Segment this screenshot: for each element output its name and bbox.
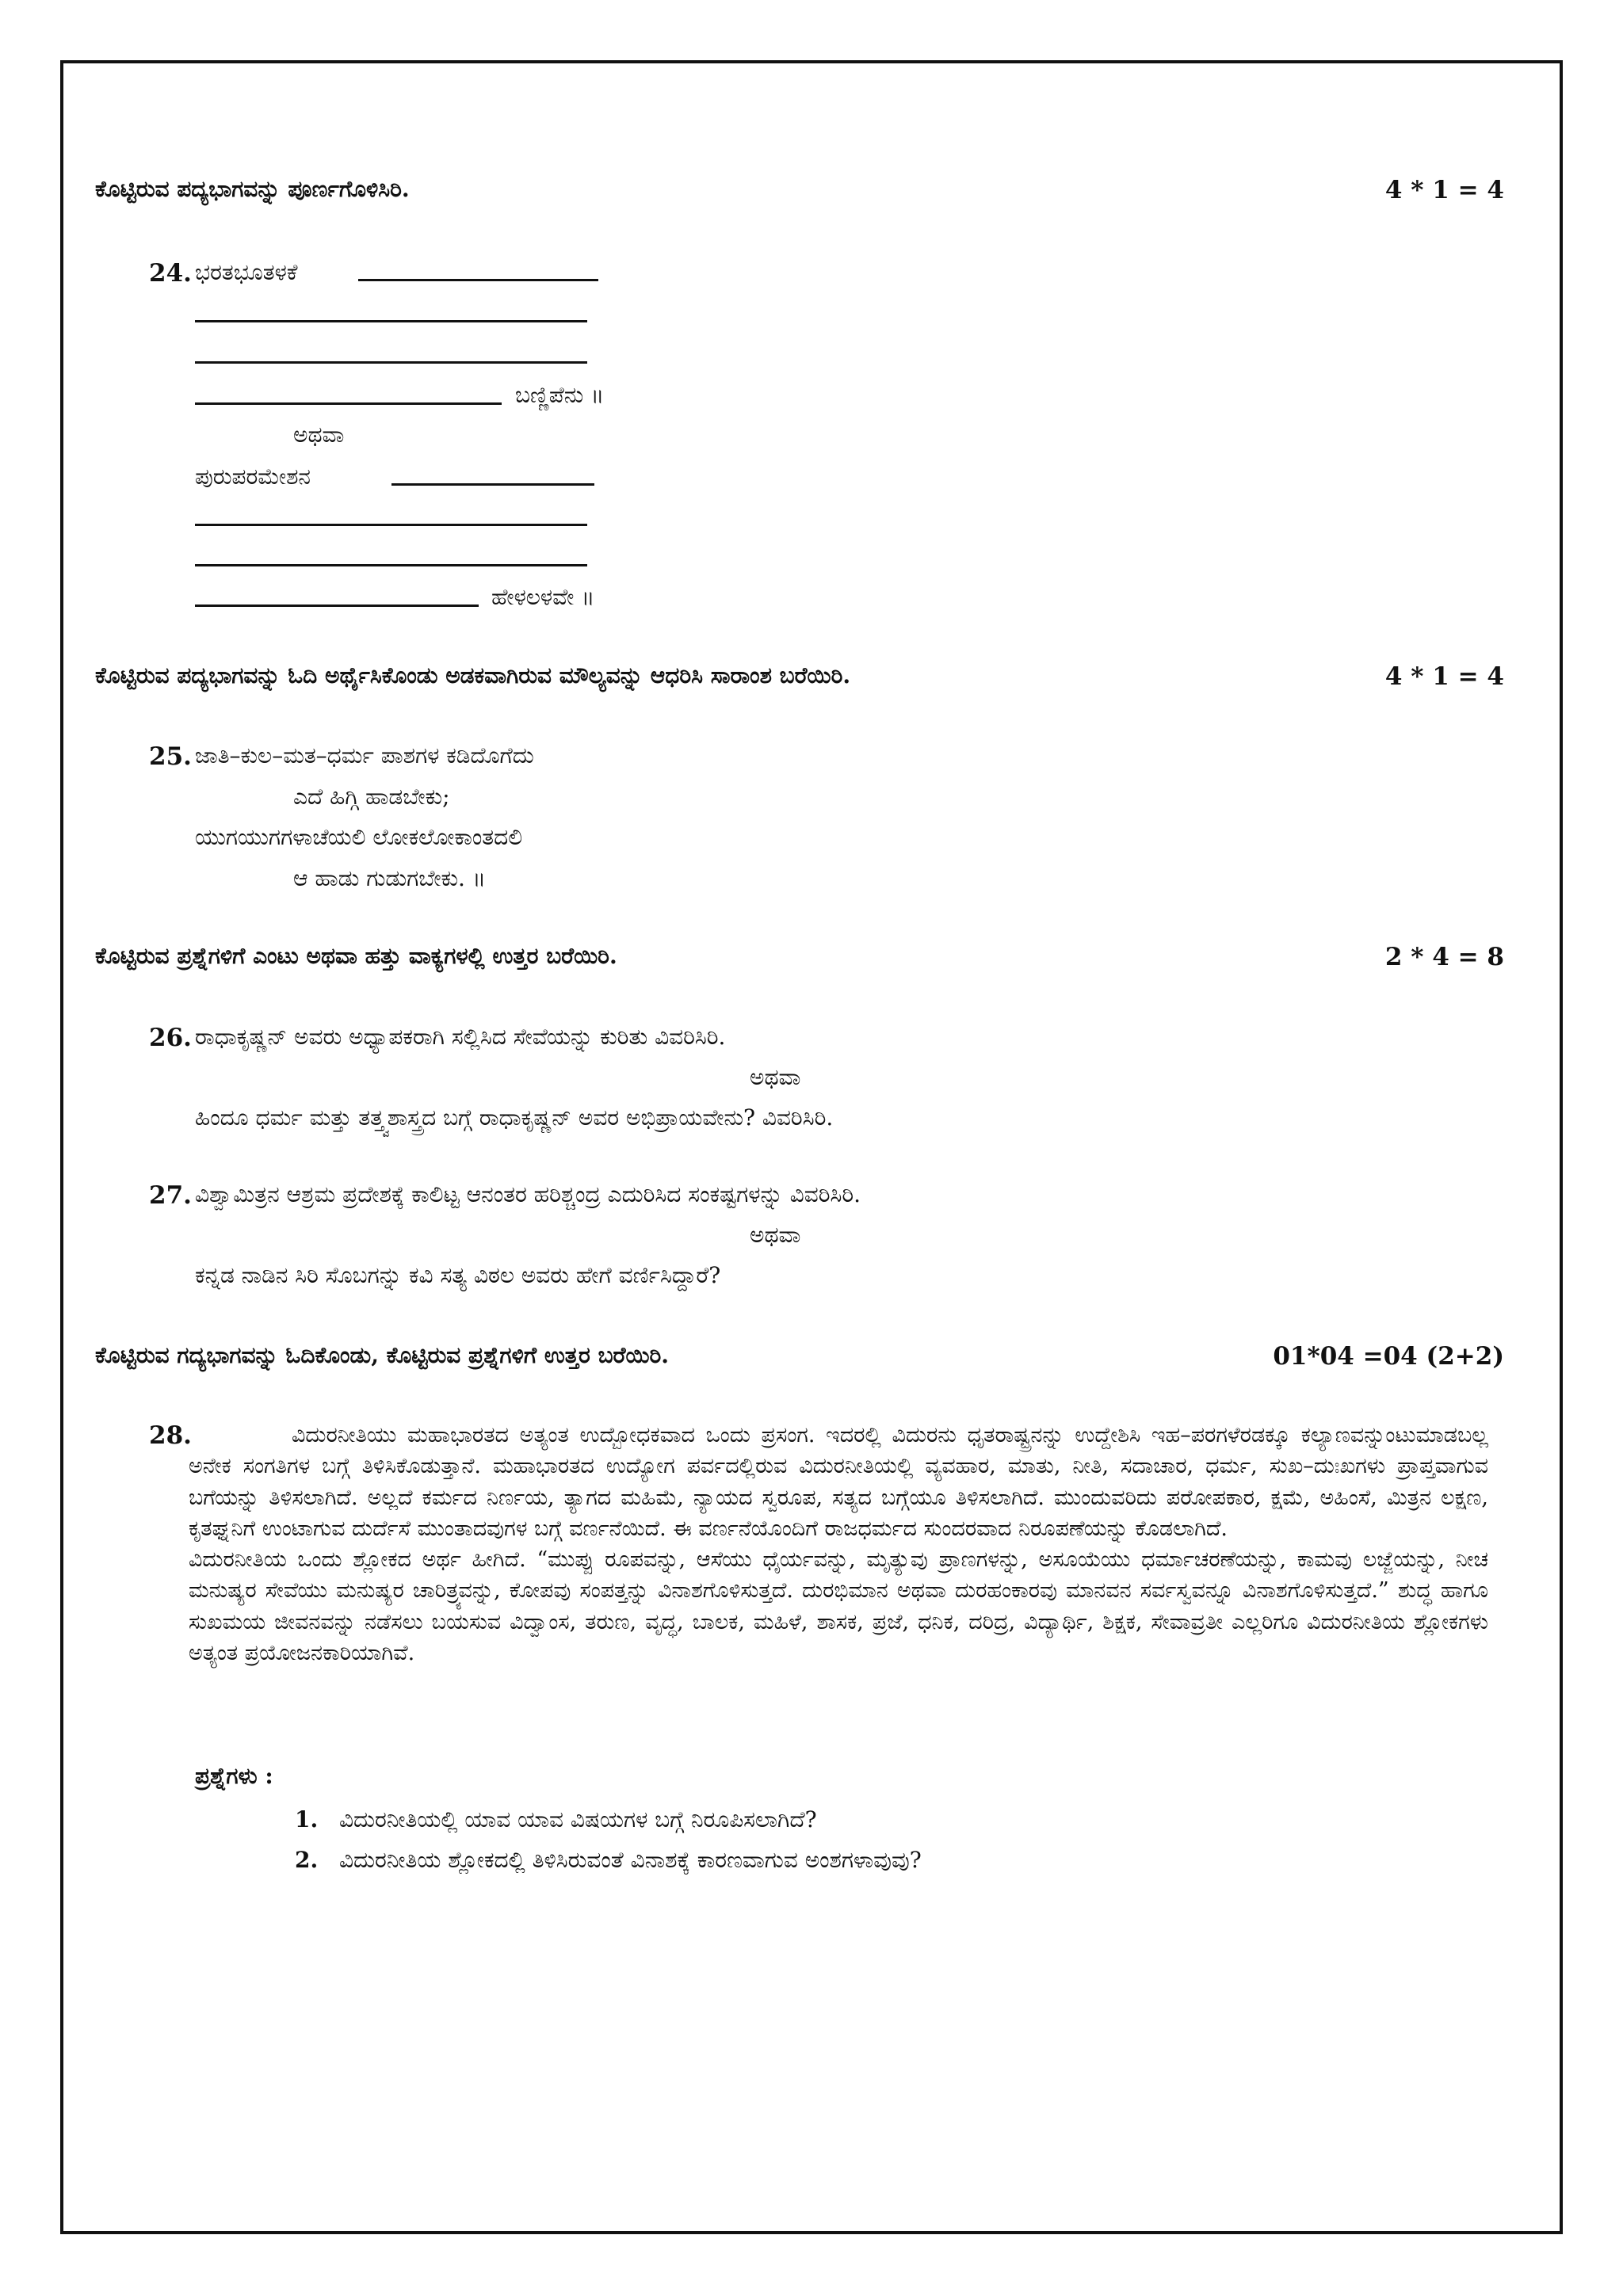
question-number-27: 27. <box>149 1181 192 1210</box>
answer-blank <box>195 605 479 607</box>
answer-blank <box>391 483 594 486</box>
instruction-long-answer: ಕೊಟ್ಟಿರುವ ಪ್ರಶ್ನೆಗಳಿಗೆ ಎಂಟು ಅಥವಾ ಹತ್ತು ವಾಕ್ಯಗಳಲ್ಲಿ ಉತ್ತರ ಬರೆಯಿರಿ. <box>95 943 617 969</box>
q24-first-line: ಭರತಭೂತಳಕೆ <box>195 259 298 285</box>
question-number-24: 24. <box>149 259 192 288</box>
answer-blank <box>358 279 598 281</box>
answer-blank <box>195 564 587 566</box>
q24-or: ಅಥವಾ <box>293 421 345 448</box>
answer-blank <box>195 402 502 405</box>
answer-blank <box>195 361 587 364</box>
q27-or: ಅಥವಾ <box>750 1222 801 1248</box>
prose-passage <box>189 1420 1488 1669</box>
marks-prose: 01*04 =04 (2+2) <box>1273 1342 1504 1371</box>
poem-line: ಆ ಹಾಡು ಗುಡುಗಬೇಕು. ॥ <box>293 865 486 891</box>
q24-alt-last-line-end: ಹೇಳಲಳವೇ ॥ <box>491 584 595 610</box>
question-number-28: 28. <box>149 1421 192 1450</box>
marks-poem-summary: 4 * 1 = 4 <box>1384 662 1504 691</box>
sub-question: ವಿದುರನೀತಿಯಲ್ಲಿ ಯಾವ ಯಾವ ವಿಷಯಗಳ ಬಗ್ಗೆ ನಿರೂಪಿಸಲಾಗಿದೆ? <box>339 1806 817 1833</box>
q24-last-line-end: ಬಣ್ಣಿಪೆನು ॥ <box>515 382 605 408</box>
answer-blank <box>195 524 587 526</box>
q27-question: ವಿಶ್ವಾಮಿತ್ರನ ಆಶ್ರಮ ಪ್ರದೇಶಕ್ಕೆ ಕಾಲಿಟ್ಟ ಆನಂತರ ಹರಿಶ್ಚಂದ್ರ ಎದುರಿಸಿದ ಸಂಕಷ್ಟಗಳನ್ನು ವಿವರಿಸಿರಿ. <box>195 1181 861 1207</box>
instruction-poem-summary: ಕೊಟ್ಟಿರುವ ಪದ್ಯಭಾಗವನ್ನು ಓದಿ ಅರ್ಥೈಸಿಕೊಂಡು ಅಡಕವಾಗಿರುವ ಮೌಲ್ಯವನ್ನು ಆಧರಿಸಿ ಸಾರಾಂಶ ಬರೆಯಿರಿ. <box>95 662 851 688</box>
instruction-prose: ಕೊಟ್ಟಿರುವ ಗದ್ಯಭಾಗವನ್ನು ಓದಿಕೊಂಡು, ಕೊಟ್ಟಿರುವ ಪ್ರಶ್ನೆಗಳಿಗೆ ಉತ್ತರ ಬರೆಯಿರಿ. <box>95 1342 670 1368</box>
answer-blank <box>195 320 587 322</box>
sub-question-number: 2. <box>295 1847 319 1873</box>
q26-or: ಅಥವಾ <box>750 1064 801 1090</box>
question-number-25: 25. <box>149 742 192 771</box>
page-border <box>60 60 1563 2234</box>
question-number-26: 26. <box>149 1024 192 1052</box>
poem-line: ಯುಗಯುಗಗಳಾಚೆಯಲಿ ಲೋಕಲೋಕಾಂತದಲಿ <box>195 824 523 850</box>
questions-label: ಪ್ರಶ್ನೆಗಳು : <box>195 1763 273 1789</box>
q26-alt-question: ಹಿಂದೂ ಧರ್ಮ ಮತ್ತು ತತ್ತ್ವಶಾಸ್ತ್ರದ ಬಗ್ಗೆ ರಾಧಾಕೃಷ್ಣನ್ ಅವರ ಅಭಿಪ್ರಾಯವೇನು? ವಿವರಿಸಿರಿ. <box>195 1104 834 1131</box>
marks-long-answer: 2 * 4 = 8 <box>1384 943 1504 971</box>
q24-alt-first-line: ಪುರುಪರಮೇಶನ <box>195 463 311 490</box>
q27-alt-question: ಕನ್ನಡ ನಾಡಿನ ಸಿರಿ ಸೊಬಗನ್ನು ಕವಿ ಸತ್ಯ ವಿಠಲ ಅವರು ಹೇಗೆ ವರ್ಣಿಸಿದ್ದಾರೆ? <box>195 1262 721 1288</box>
instruction-complete-poem: ಕೊಟ್ಟಿರುವ ಪದ್ಯಭಾಗವನ್ನು ಪೂರ್ಣಗೊಳಿಸಿರಿ. <box>95 176 410 202</box>
sub-question: ವಿದುರನೀತಿಯ ಶ್ಲೋಕದಲ್ಲಿ ತಿಳಿಸಿರುವಂತೆ ವಿನಾಶಕ್ಕೆ ಕಾರಣವಾಗುವ ಅಂಶಗಳಾವುವು? <box>339 1847 922 1873</box>
q26-question: ರಾಧಾಕೃಷ್ಣನ್ ಅವರು ಅಧ್ಯಾಪಕರಾಗಿ ಸಲ್ಲಿಸಿದ ಸೇವೆಯನ್ನು ಕುರಿತು ವಿವರಿಸಿರಿ. <box>195 1024 726 1050</box>
sub-question-number: 1. <box>295 1806 319 1833</box>
poem-line: ಜಾತಿ–ಕುಲ–ಮತ–ಧರ್ಮ ಪಾಶಗಳ ಕಡಿದೊಗೆದು <box>195 742 534 769</box>
prose-paragraph-1: ವಿದುರನೀತಿಯು ಮಹಾಭಾರತದ ಅತ್ಯಂತ ಉದ್ಬೋಧಕವಾದ ಒಂದು ಪ್ರಸಂಗ. ಇದರಲ್ಲಿ ವಿದುರನು ಧೃತರಾಷ್ಟ್ರನನ್ನು ಉದ್ದೇಶಿಸಿ ಇಹ–ಪರಗಳೆರಡಕ್ಕೂ ಕಲ್ಯಾಣವನ್ನುಂಟುಮಾಡಬಲ್ಲ ಅನೇಕ ಸಂಗತಿಗಳ ಬಗ್ಗೆ ತಿಳಿಸಿಕೊಡುತ್ತಾನೆ. ಮಹಾಭಾರತದ ಉದ್ಯೋಗ ಪರ್ವದಲ್ಲಿರುವ ವಿದುರನೀತಿಯಲ್ಲಿ ವ್ಯವಹಾರ, ಮಾತು, ನೀತಿ, ಸದಾಚಾರ, ಧರ್ಮ, ಸುಖ–ದುಃಖಗಳು ಪ್ರಾಪ್ತವಾಗುವ ಬಗೆಯನ್ನು ತಿಳಿಸಲಾಗಿದೆ. ಅಲ್ಲದೆ ಕರ್ಮದ ನಿರ್ಣಯ, ತ್ಯಾಗದ ಮಹಿಮೆ, ನ್ಯಾಯದ ಸ್ವರೂಪ, ಸತ್ಯದ ಬಗ್ಗೆಯೂ ತಿಳಿಸಲಾಗಿದೆ. ಮುಂದುವರಿದು ಪರೋಪಕಾರ, ಕ್ಷಮೆ, ಅಹಿಂಸೆ, ಮಿತ್ರನ ಲಕ್ಷಣ, ಕೃತಘ್ನನಿಗೆ ಉಂಟಾಗುವ ದುರ್ದೆಸೆ ಮುಂತಾದವುಗಳ ಬಗ್ಗೆ ವರ್ಣನೆಯಿದೆ. ಈ ವರ್ಣನೆಯೊಂದಿಗೆ ರಾಜಧರ್ಮದ ಸುಂದರವಾದ ನಿರೂಪಣೆಯನ್ನು ಕೊಡಲಾಗಿದೆ. <box>189 1423 1488 1541</box>
poem-line: ಎದೆ ಹಿಗ್ಗಿ ಹಾಡಬೇಕು; <box>293 784 450 810</box>
prose-paragraph-2: ವಿದುರನೀತಿಯ ಒಂದು ಶ್ಲೋಕದ ಅರ್ಥ ಹೀಗಿದೆ. “ಮುಪ್ಪು ರೂಪವನ್ನು, ಆಸೆಯು ಧೈರ್ಯವನ್ನು, ಮೃತ್ಯುವು ಪ್ರಾಣಗಳನ್ನು, ಅಸೂಯೆಯು ಧರ್ಮಾಚರಣೆಯನ್ನು, ಕಾಮವು ಲಜ್ಜೆಯನ್ನು, ನೀಚ ಮನುಷ್ಯರ ಸೇವೆಯು ಮನುಷ್ಯರ ಚಾರಿತ್ರ್ಯವನ್ನು, ಕೋಪವು ಸಂಪತ್ತನ್ನು ವಿನಾಶಗೊಳಿಸುತ್ತದೆ. ದುರಭಿಮಾನ ಅಥವಾ ದುರಹಂಕಾರವು ಮಾನವನ ಸರ್ವಸ್ವವನ್ನೂ ವಿನಾಶಗೊಳಿಸುತ್ತದೆ.” ಶುದ್ಧ ಹಾಗೂ ಸುಖಮಯ ಜೀವನವನ್ನು ನಡೆಸಲು ಬಯಸುವ ವಿದ್ವಾಂಸ, ತರುಣ, ವೃದ್ಧ, ಬಾಲಕ, ಮಹಿಳೆ, ಶಾಸಕ, ಪ್ರಜೆ, ಧನಿಕ, ದರಿದ್ರ, ವಿದ್ಯಾರ್ಥಿ, ಶಿಕ್ಷಕ, ಸೇವಾವ್ರತೀ ಎಲ್ಲರಿಗೂ ವಿದುರನೀತಿಯ ಶ್ಲೋಕಗಳು ಅತ್ಯಂತ ಪ್ರಯೋಜನಕಾರಿಯಾಗಿವೆ. <box>189 1547 1488 1666</box>
marks-complete-poem: 4 * 1 = 4 <box>1384 176 1504 204</box>
